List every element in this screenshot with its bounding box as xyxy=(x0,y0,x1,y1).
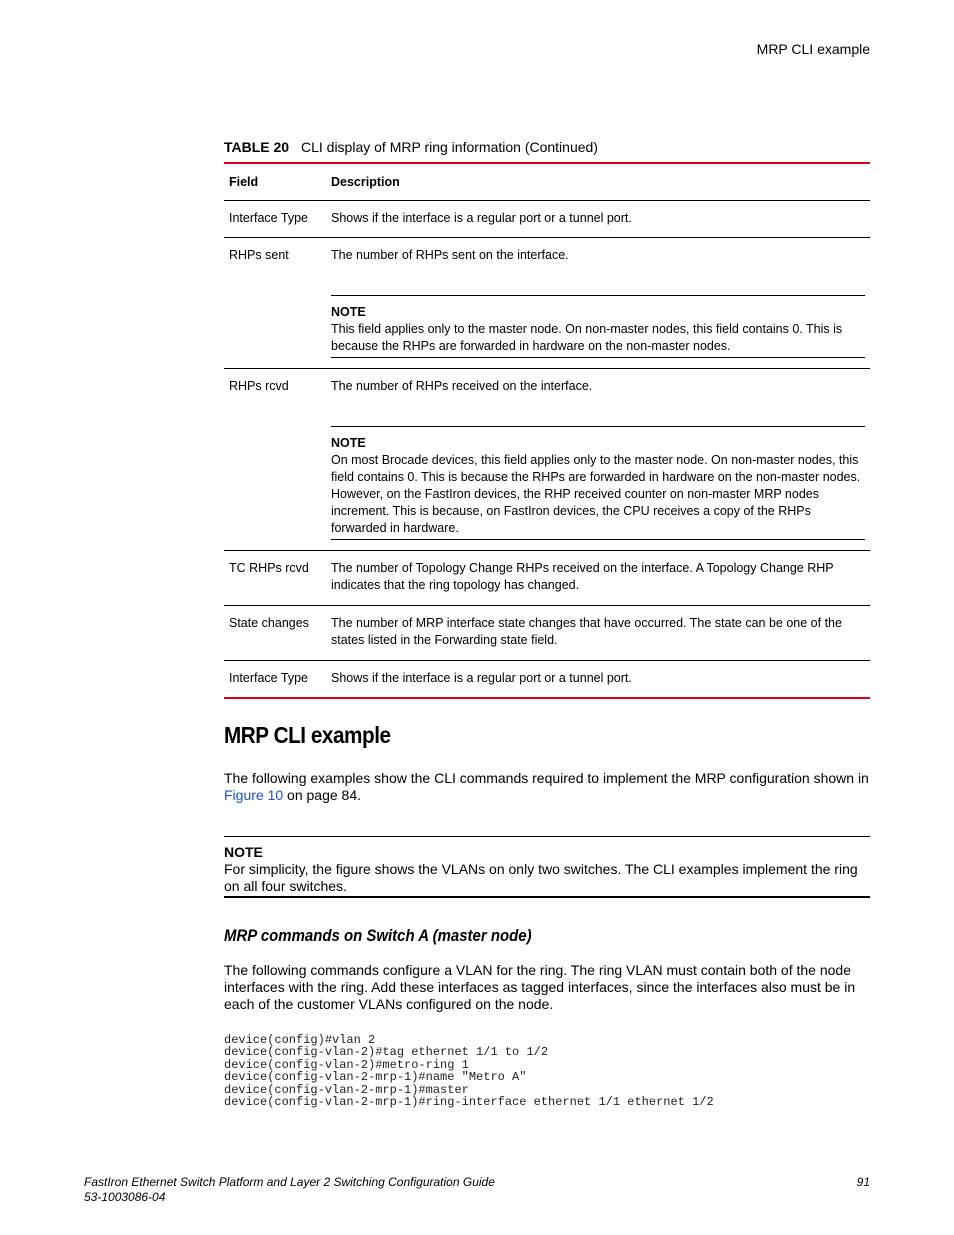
table-row xyxy=(224,369,870,550)
row-field: TC RHPs rcvd xyxy=(229,561,309,575)
table-caption-label: TABLE 20 xyxy=(224,139,290,155)
running-header: MRP CLI example xyxy=(756,41,870,57)
table-header-row xyxy=(224,164,870,200)
table-caption xyxy=(224,139,598,155)
row-field: Interface Type xyxy=(229,671,308,685)
section-heading: MRP CLI example xyxy=(224,722,391,748)
code-line: device(config-vlan-2-mrp-1)#name "Metro A" xyxy=(224,1070,527,1085)
table-caption-text: CLI display of MRP ring information (Continued) xyxy=(300,139,598,155)
note-text: For simplicity, the figure shows the VLANs on only two switches. The CLI examples implement the ring on all four switches. xyxy=(224,861,858,894)
page-number: 91 xyxy=(856,1175,870,1189)
row-field: Interface Type xyxy=(229,211,308,225)
row-description: The number of MRP interface state changes that have occurred. The state can be one of the states listed in the Forwarding state field. xyxy=(331,616,842,647)
section-note xyxy=(224,836,870,898)
column-header-description: Description xyxy=(331,175,400,189)
row-field: RHPs rcvd xyxy=(229,379,289,393)
row-field: RHPs sent xyxy=(229,248,289,262)
table-row xyxy=(224,606,870,660)
column-header-field: Field xyxy=(229,175,259,189)
row-description: The number of RHPs sent on the interface. xyxy=(331,248,569,262)
footer-title: FastIron Ethernet Switch Platform and Layer 2 Switching Configuration Guide xyxy=(84,1175,495,1189)
footer-info xyxy=(84,1175,495,1205)
footer-doc-number: 53-1003086-04 xyxy=(84,1190,166,1204)
code-line: device(config-vlan-2)#metro-ring 1 xyxy=(224,1057,469,1072)
row-note xyxy=(331,295,865,358)
row-description: Shows if the interface is a regular port or a tunnel port. xyxy=(331,211,632,225)
section-intro xyxy=(224,770,870,804)
subsection-heading: MRP commands on Switch A (master node) xyxy=(224,926,532,945)
table-row xyxy=(224,201,870,237)
intro-text-after: on page 84. xyxy=(283,787,362,803)
intro-text-before: The following examples show the CLI commands required to implement the MRP configuration shown in xyxy=(224,770,869,786)
row-description: Shows if the interface is a regular port or a tunnel port. xyxy=(331,671,632,685)
row-description: The number of Topology Change RHPs received on the interface. A Topology Change RHP indicates that the ring topology has changed. xyxy=(331,561,834,592)
row-description: The number of RHPs received on the interface. xyxy=(331,379,593,393)
code-line: device(config)#vlan 2 xyxy=(224,1033,376,1047)
figure-link[interactable]: Figure 10 xyxy=(224,787,284,803)
table-bottom-rule xyxy=(224,697,870,699)
mrp-ring-info-table xyxy=(224,162,870,699)
note-text: This field applies only to the master node. On non-master nodes, this field contains 0. This is because the RHPs are forwarded in hardware on the non-master nodes. xyxy=(331,322,843,353)
cli-code-block xyxy=(224,1034,714,1108)
table-row xyxy=(224,238,870,368)
subsection-paragraph: The following commands configure a VLAN for the ring. The ring VLAN must contain both of the node interfaces with the ring. Add these interfaces as tagged interfaces, since the interfaces also must be in each of the customer VLANs configured on the node. xyxy=(224,962,856,1012)
table-row xyxy=(224,661,870,697)
row-note xyxy=(331,426,865,540)
code-line: device(config-vlan-2-mrp-1)#ring-interface ethernet 1/1 ethernet 1/2 xyxy=(224,1095,714,1110)
row-field: State changes xyxy=(229,616,309,630)
note-label: NOTE xyxy=(224,844,263,860)
code-line: device(config-vlan-2-mrp-1)#master xyxy=(224,1082,469,1097)
note-text: On most Brocade devices, this field applies only to the master node. On non-master nodes, this field contains 0. This is because the RHPs are forwarded in hardware on the non-master nodes. However, on the FastIron devices, the RHP received counter on non-master MRP nodes increment. This is because, on FastIron devices, the CPU receives a copy of the RHPs forwarded in hardware. xyxy=(331,453,861,535)
table-row xyxy=(224,551,870,605)
code-line: device(config-vlan-2)#tag ethernet 1/1 to 1/2 xyxy=(224,1045,549,1060)
note-label: NOTE xyxy=(331,305,366,319)
note-label: NOTE xyxy=(331,436,366,450)
